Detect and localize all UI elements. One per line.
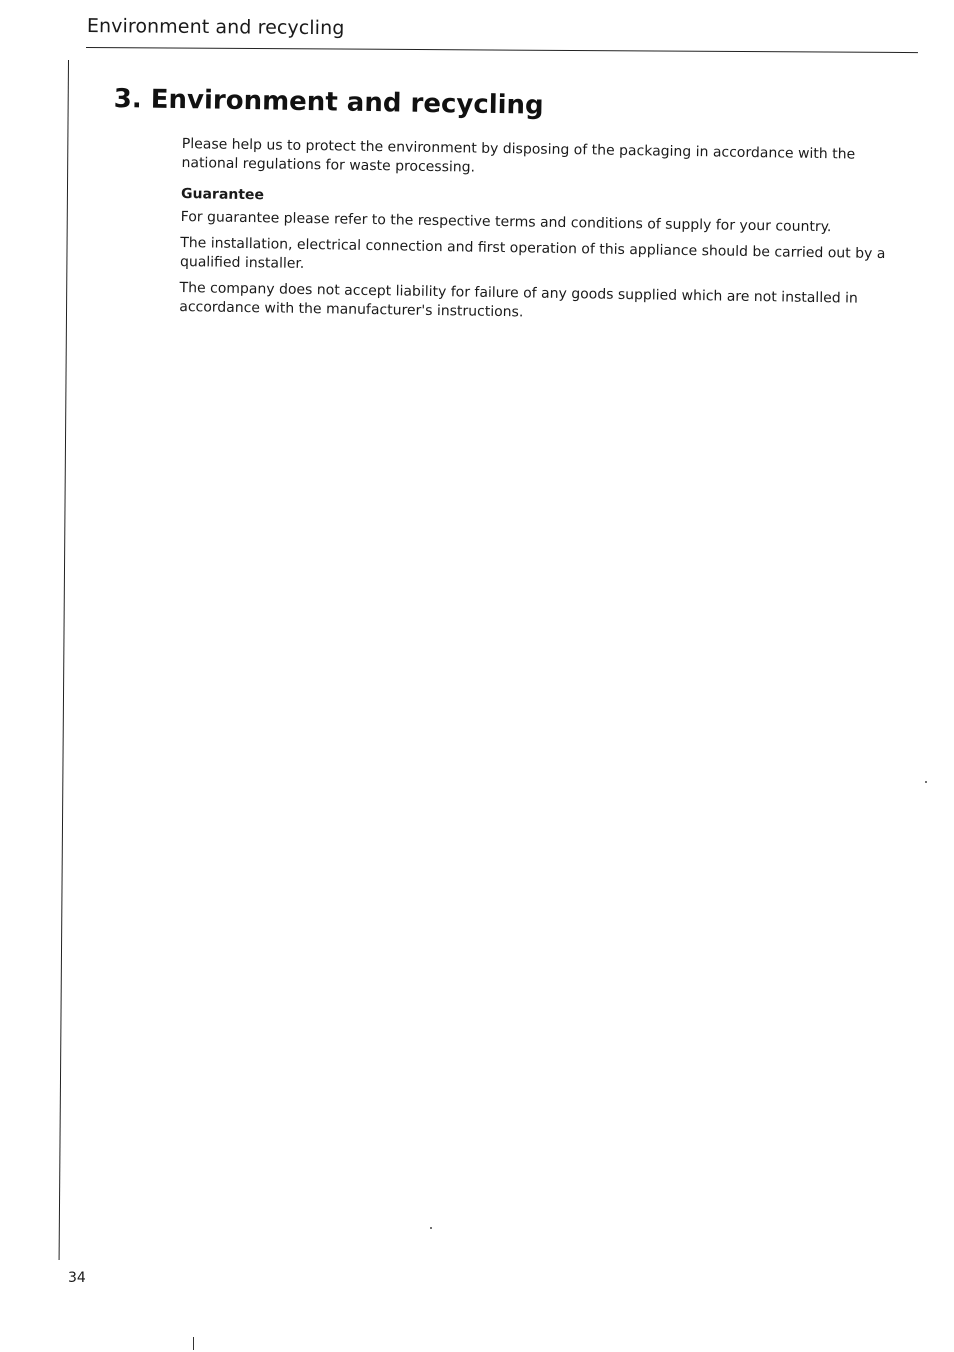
header-rule — [86, 47, 918, 53]
scan-speck — [925, 781, 927, 783]
running-header: Environment and recycling — [86, 15, 345, 40]
scan-mark — [193, 1337, 194, 1350]
margin-rule — [59, 60, 69, 1260]
scan-speck — [430, 1227, 432, 1229]
guarantee-paragraph-installation: The installation, electrical connection and first operation of this appliance should be carried out by a qualified installer. — [179, 234, 886, 272]
section-heading: 3. Environment and recycling — [113, 84, 544, 121]
section-body — [179, 135, 892, 335]
intro-paragraph: Please help us to protect the environment by disposing of the packaging in accordance with the national regulations for waste processing. — [181, 135, 856, 176]
guarantee-subheading: Guarantee — [180, 185, 265, 204]
guarantee-paragraph-liability: The company does not accept liability for failure of any goods supplied which are not installed in accordance with the manufacturer's instructions. — [179, 279, 858, 321]
page-number: 34 — [68, 1270, 86, 1286]
guarantee-paragraph-terms: For guarantee please refer to the respective terms and conditions of supply for your country. — [180, 208, 832, 236]
